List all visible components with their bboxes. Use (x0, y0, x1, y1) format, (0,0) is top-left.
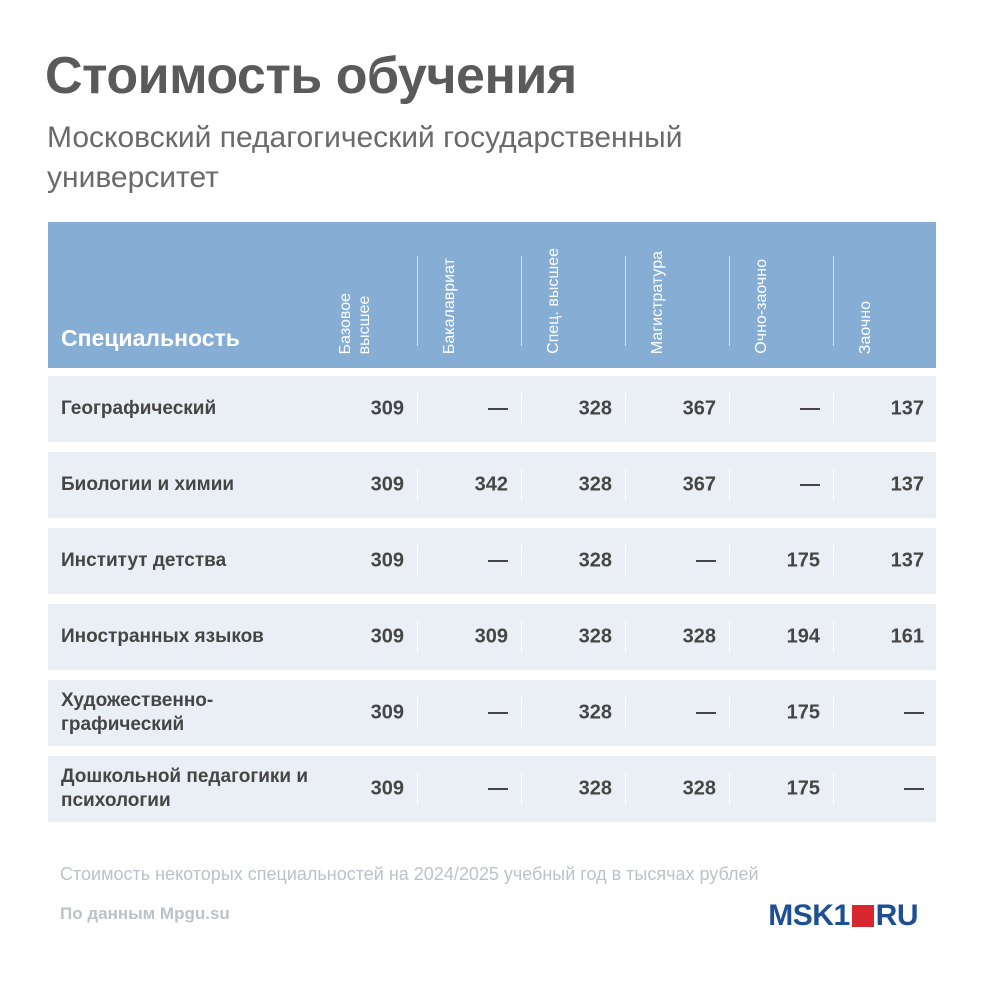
cell-value: — (488, 549, 508, 572)
cell-value: 309 (370, 625, 404, 648)
specialty-header: Специальность (61, 325, 240, 351)
table-cell (314, 528, 418, 594)
column-header-label: Очно-заочно (753, 259, 770, 354)
table-cell (834, 528, 938, 594)
table-cell (834, 756, 938, 822)
cell-value: 161 (890, 625, 924, 648)
cell-value: 342 (474, 473, 508, 496)
table-header (48, 222, 936, 368)
table-cell (730, 604, 834, 670)
logo-text-left: MSK1 (768, 899, 850, 932)
table-cell (314, 756, 418, 822)
table-cell (522, 680, 626, 746)
table-row (48, 756, 936, 822)
table-cell (314, 452, 418, 518)
table-row (48, 680, 936, 746)
cell-value: 328 (578, 549, 612, 572)
table-cell (314, 376, 418, 442)
table-cell (626, 756, 730, 822)
page-title: Стоимость обучения (45, 47, 577, 105)
page-subtitle: Московский педагогический государственный университет (47, 121, 683, 194)
cell-value: — (904, 701, 924, 724)
cell-value: 328 (578, 473, 612, 496)
table-cell (522, 376, 626, 442)
table-cell (418, 452, 522, 518)
table-cell (730, 376, 834, 442)
cell-value: — (904, 777, 924, 800)
table-cell (418, 604, 522, 670)
table-cell (418, 376, 522, 442)
specialty-name: Биологии и химии (61, 474, 235, 495)
table-cell (418, 528, 522, 594)
column-header-bachelor (418, 222, 522, 358)
table-row (48, 452, 936, 518)
table-cell (834, 604, 938, 670)
specialty-name: Иностранных языков (61, 626, 264, 647)
table-cell (626, 376, 730, 442)
cell-value: 328 (578, 397, 612, 420)
table-cell (418, 680, 522, 746)
cell-value: 175 (786, 549, 820, 572)
column-header-extramural (834, 222, 938, 358)
cell-value: 137 (890, 549, 924, 572)
column-header-specialist (522, 222, 626, 358)
cell-value: — (696, 549, 716, 572)
cell-value: 309 (370, 701, 404, 724)
cell-value: 367 (682, 473, 716, 496)
cell-value: — (488, 701, 508, 724)
column-header-part-time (730, 222, 834, 358)
footnote: Стоимость некоторых специальностей на 2024/2025 учебный год в тысячах рублей (60, 864, 759, 884)
table-row (48, 376, 936, 442)
table-cell (314, 604, 418, 670)
table-cell (314, 680, 418, 746)
cell-value: — (696, 701, 716, 724)
table-cell (522, 528, 626, 594)
specialty-name: Географический (61, 398, 217, 419)
cell-value: 137 (890, 397, 924, 420)
table-cell (522, 756, 626, 822)
specialty-name: Дошкольной педагогики и психологии (61, 766, 309, 811)
cell-value: — (488, 777, 508, 800)
cell-value: 328 (682, 625, 716, 648)
cell-value: 328 (578, 701, 612, 724)
logo-red-square (852, 905, 874, 927)
table-cell (418, 756, 522, 822)
cell-value: — (800, 397, 820, 420)
cell-value: 309 (474, 625, 508, 648)
column-header-basic-higher (314, 222, 418, 358)
table-cell (730, 528, 834, 594)
table-cell (730, 680, 834, 746)
table-cell (730, 756, 834, 822)
column-header-label: Магистратура (649, 250, 666, 354)
column-header-label: Спец. высшее (545, 248, 562, 354)
table-row (48, 604, 936, 670)
table-cell (834, 452, 938, 518)
cell-value: 309 (370, 549, 404, 572)
cell-value: 309 (370, 777, 404, 800)
cell-value: 328 (578, 777, 612, 800)
table-cell (834, 680, 938, 746)
specialty-name: Институт детства (61, 550, 227, 571)
cell-value: 328 (682, 777, 716, 800)
cell-value: 175 (786, 701, 820, 724)
cell-value: 194 (786, 625, 820, 648)
table-cell (626, 604, 730, 670)
table-cell (730, 452, 834, 518)
column-header-label: Бакалавриат (441, 257, 458, 354)
cell-value: — (488, 397, 508, 420)
column-header-label: Заочно (857, 300, 874, 354)
table-cell (626, 452, 730, 518)
table-cell (522, 604, 626, 670)
table-row (48, 528, 936, 594)
cell-value: 309 (370, 397, 404, 420)
table-cell (626, 528, 730, 594)
specialty-name: Художественно-графический (61, 690, 214, 735)
logo-text-right: RU (875, 899, 918, 932)
cell-value: 328 (578, 625, 612, 648)
msk1-logo (768, 898, 918, 934)
column-header-label: Базовое высшее (337, 292, 373, 354)
column-header-master (626, 222, 730, 358)
table-cell (522, 452, 626, 518)
cell-value: 367 (682, 397, 716, 420)
cell-value: 175 (786, 777, 820, 800)
table-cell (626, 680, 730, 746)
cell-value: — (800, 473, 820, 496)
cell-value: 137 (890, 473, 924, 496)
source-note: По данным Mpgu.su (60, 904, 230, 923)
table-cell (834, 376, 938, 442)
cell-value: 309 (370, 473, 404, 496)
